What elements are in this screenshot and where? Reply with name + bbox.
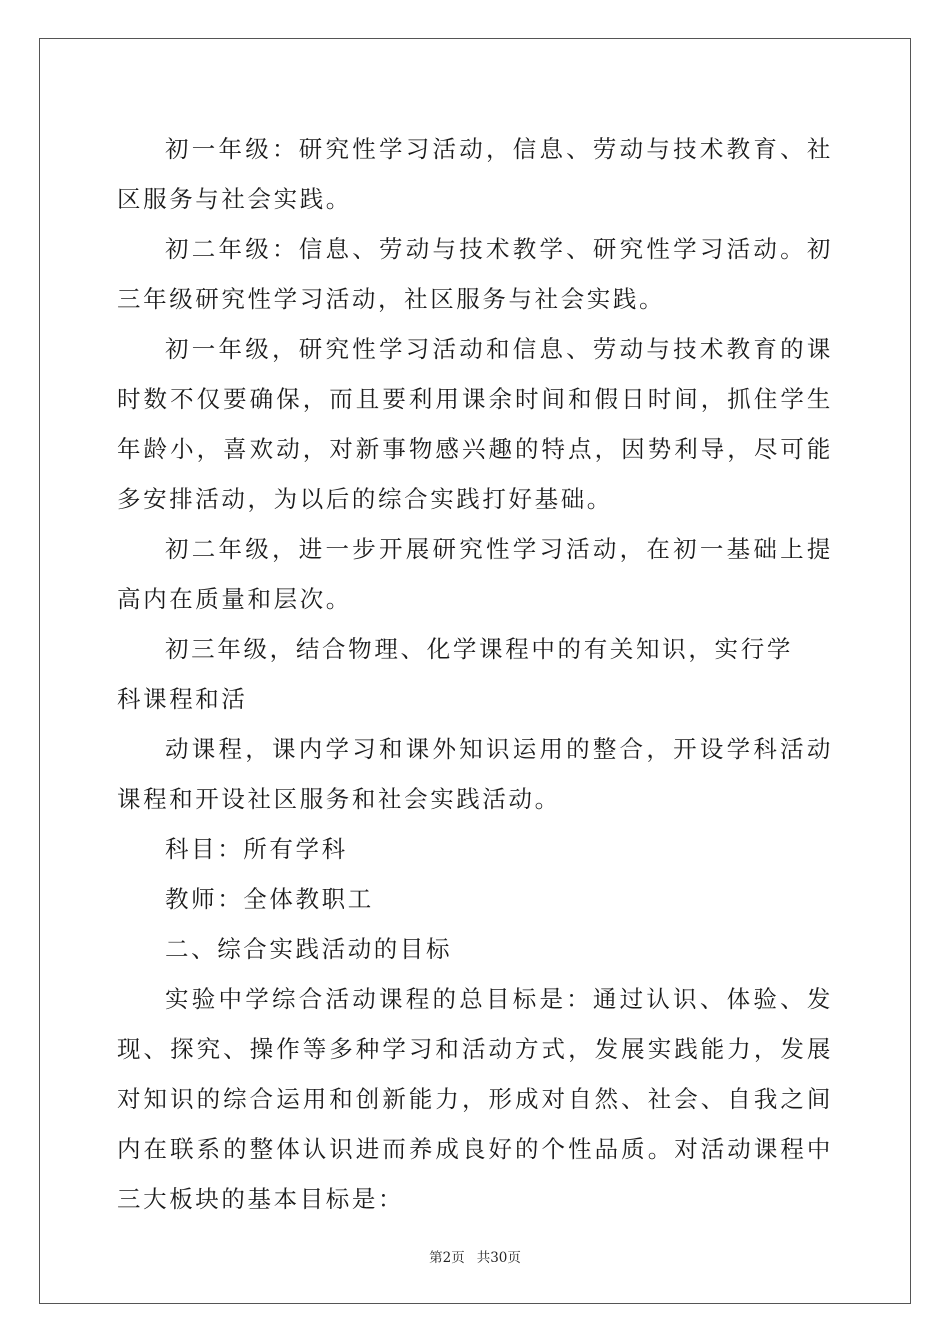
document-body	[117, 124, 833, 1224]
page-number: 第2页	[429, 1250, 465, 1266]
paragraph: 实验中学综合活动课程的总目标是：通过认识、体验、发现、探究、操作等多种学习和活动方式，发展实践能力，发展对知识的综合运用和创新能力，形成对自然、社会、自我之间内在联系的整体认识进而养成良好的个性品质。对活动课程中三大板块的基本目标是：	[117, 985, 833, 1213]
paragraph: 初二年级：信息、劳动与技术教学、研究性学习活动。初三年级研究性学习活动，社区服务与社会实践。	[117, 235, 833, 313]
paragraph: 初三年级，结合物理、化学课程中的有关知识，实行学科课程和活	[117, 635, 793, 713]
page-total: 共30页	[476, 1250, 521, 1266]
page-footer	[0, 1246, 950, 1266]
section-heading: 二、综合实践活动的目标	[165, 935, 453, 963]
paragraph: 初二年级，进一步开展研究性学习活动，在初一基础上提高内在质量和层次。	[117, 535, 833, 613]
paragraph: 教师：全体教职工	[165, 885, 374, 913]
paragraph: 科目：所有学科	[165, 835, 348, 863]
paragraph: 初一年级，研究性学习活动和信息、劳动与技术教育的课时数不仅要确保，而且要利用课余时间和假日时间，抓住学生年龄小，喜欢动，对新事物感兴趣的特点，因势利导，尽可能多安排活动，为以后的综合实践打好基础。	[117, 335, 833, 513]
paragraph: 动课程，课内学习和课外知识运用的整合，开设学科活动课程和开设社区服务和社会实践活动。	[117, 735, 833, 813]
paragraph: 初一年级：研究性学习活动，信息、劳动与技术教育、社区服务与社会实践。	[117, 135, 833, 213]
